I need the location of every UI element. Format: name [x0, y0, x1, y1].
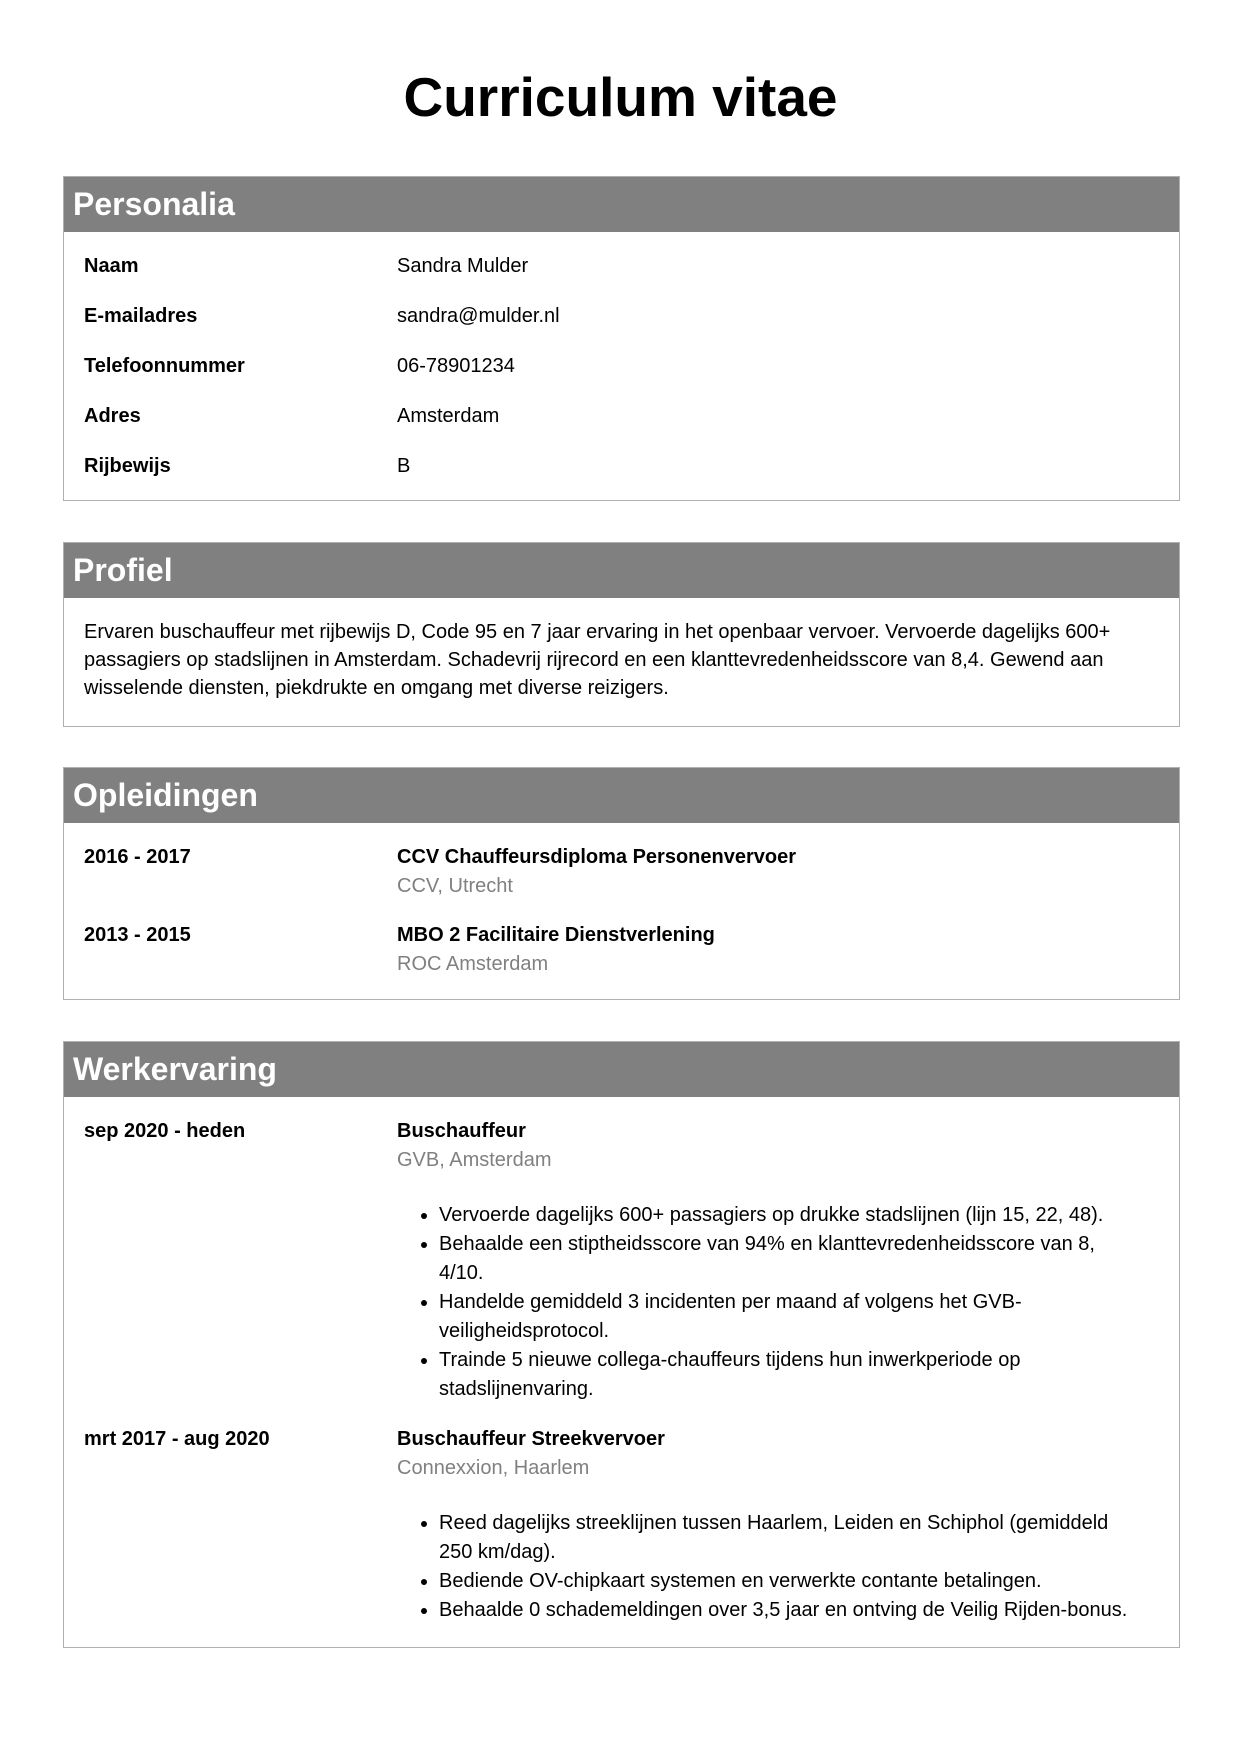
section-opleidingen [63, 767, 1180, 1000]
work-bullet: • Behaalde 0 schademeldingen over 3,5 jaar en ontving de Veilig Rijden-bonus. [439, 1596, 1139, 1625]
work-title: Buschauffeur Streekvervoer [397, 1428, 665, 1450]
row-value: 06-78901234 [397, 355, 515, 377]
work-bullet: • Reed dagelijks streeklijnen tussen Haarlem, Leiden en Schiphol (gemiddeld 250 km/dag). [439, 1509, 1139, 1567]
row-label: E-mailadres [84, 305, 198, 327]
work-bullet: • Vervoerde dagelijks 600+ passagiers op drukke stadslijnen (lijn 15, 22, 48). [439, 1201, 1139, 1230]
section-personalia [63, 176, 1180, 501]
section-werkervaring [63, 1041, 1180, 1648]
work-bullet-list [397, 1201, 1159, 1404]
row-value: Amsterdam [397, 405, 500, 427]
work-employer: Connexxion, Haarlem [397, 1457, 590, 1479]
education-title: MBO 2 Facilitaire Dienstverlening [397, 924, 715, 946]
work-period: mrt 2017 - aug 2020 [84, 1428, 270, 1450]
work-entry [64, 1117, 1179, 1425]
personal-row-phone [64, 352, 1179, 402]
row-label: Adres [84, 405, 141, 427]
section-profiel [63, 542, 1180, 727]
education-period: 2013 - 2015 [84, 924, 191, 946]
row-value: sandra@mulder.nl [397, 305, 560, 327]
profile-text: Ervaren buschauffeur met rijbewijs D, Code 95 en 7 jaar ervaring in het openbaar vervoer. Vervoerde dagelijks 600+ passagiers op stadslijnen in Amsterdam. Schadevrij rijrecord en een klanttevredenheidsscore van 8,4. Gewend aan wisselende diensten, piekdrukte en omgang met diverse reizigers. [84, 621, 1111, 699]
personal-row-name [64, 252, 1179, 302]
personal-row-email [64, 302, 1179, 352]
work-bullet: • Behaalde een stiptheidsscore van 94% en klanttevredenheidsscore van 8, 4/10. [439, 1230, 1139, 1288]
personal-row-license [64, 452, 1179, 502]
education-institution: ROC Amsterdam [397, 953, 549, 975]
row-label: Rijbewijs [84, 455, 171, 477]
section-heading: Werkervaring [64, 1042, 1179, 1097]
work-bullet: • Trainde 5 nieuwe collega-chauffeurs tijdens hun inwerkperiode op stadslijnenvaring. [439, 1346, 1139, 1404]
education-entry [64, 843, 1179, 921]
row-label: Naam [84, 255, 139, 277]
work-bullet: • Bediende OV-chipkaart systemen en verwerkte contante betalingen. [439, 1567, 1139, 1596]
work-entry [64, 1425, 1179, 1625]
work-employer: GVB, Amsterdam [397, 1149, 552, 1171]
education-entry [64, 921, 1179, 979]
row-label: Telefoonnummer [84, 355, 245, 377]
page-title: Curriculum vitae [403, 66, 838, 128]
section-heading: Personalia [64, 177, 1179, 232]
work-bullet: • Handelde gemiddeld 3 incidenten per maand af volgens het GVB-veiligheidsprotocol. [439, 1288, 1139, 1346]
education-title: CCV Chauffeursdiploma Personenvervoer [397, 846, 796, 868]
row-value: B [397, 455, 411, 477]
section-heading: Profiel [64, 543, 1179, 598]
education-institution: CCV, Utrecht [397, 875, 513, 897]
work-bullet-list [397, 1509, 1159, 1625]
row-value: Sandra Mulder [397, 255, 529, 277]
personal-row-address [64, 402, 1179, 452]
education-period: 2016 - 2017 [84, 846, 191, 868]
work-period: sep 2020 - heden [84, 1120, 246, 1142]
work-title: Buschauffeur [397, 1120, 526, 1142]
section-heading: Opleidingen [64, 768, 1179, 823]
